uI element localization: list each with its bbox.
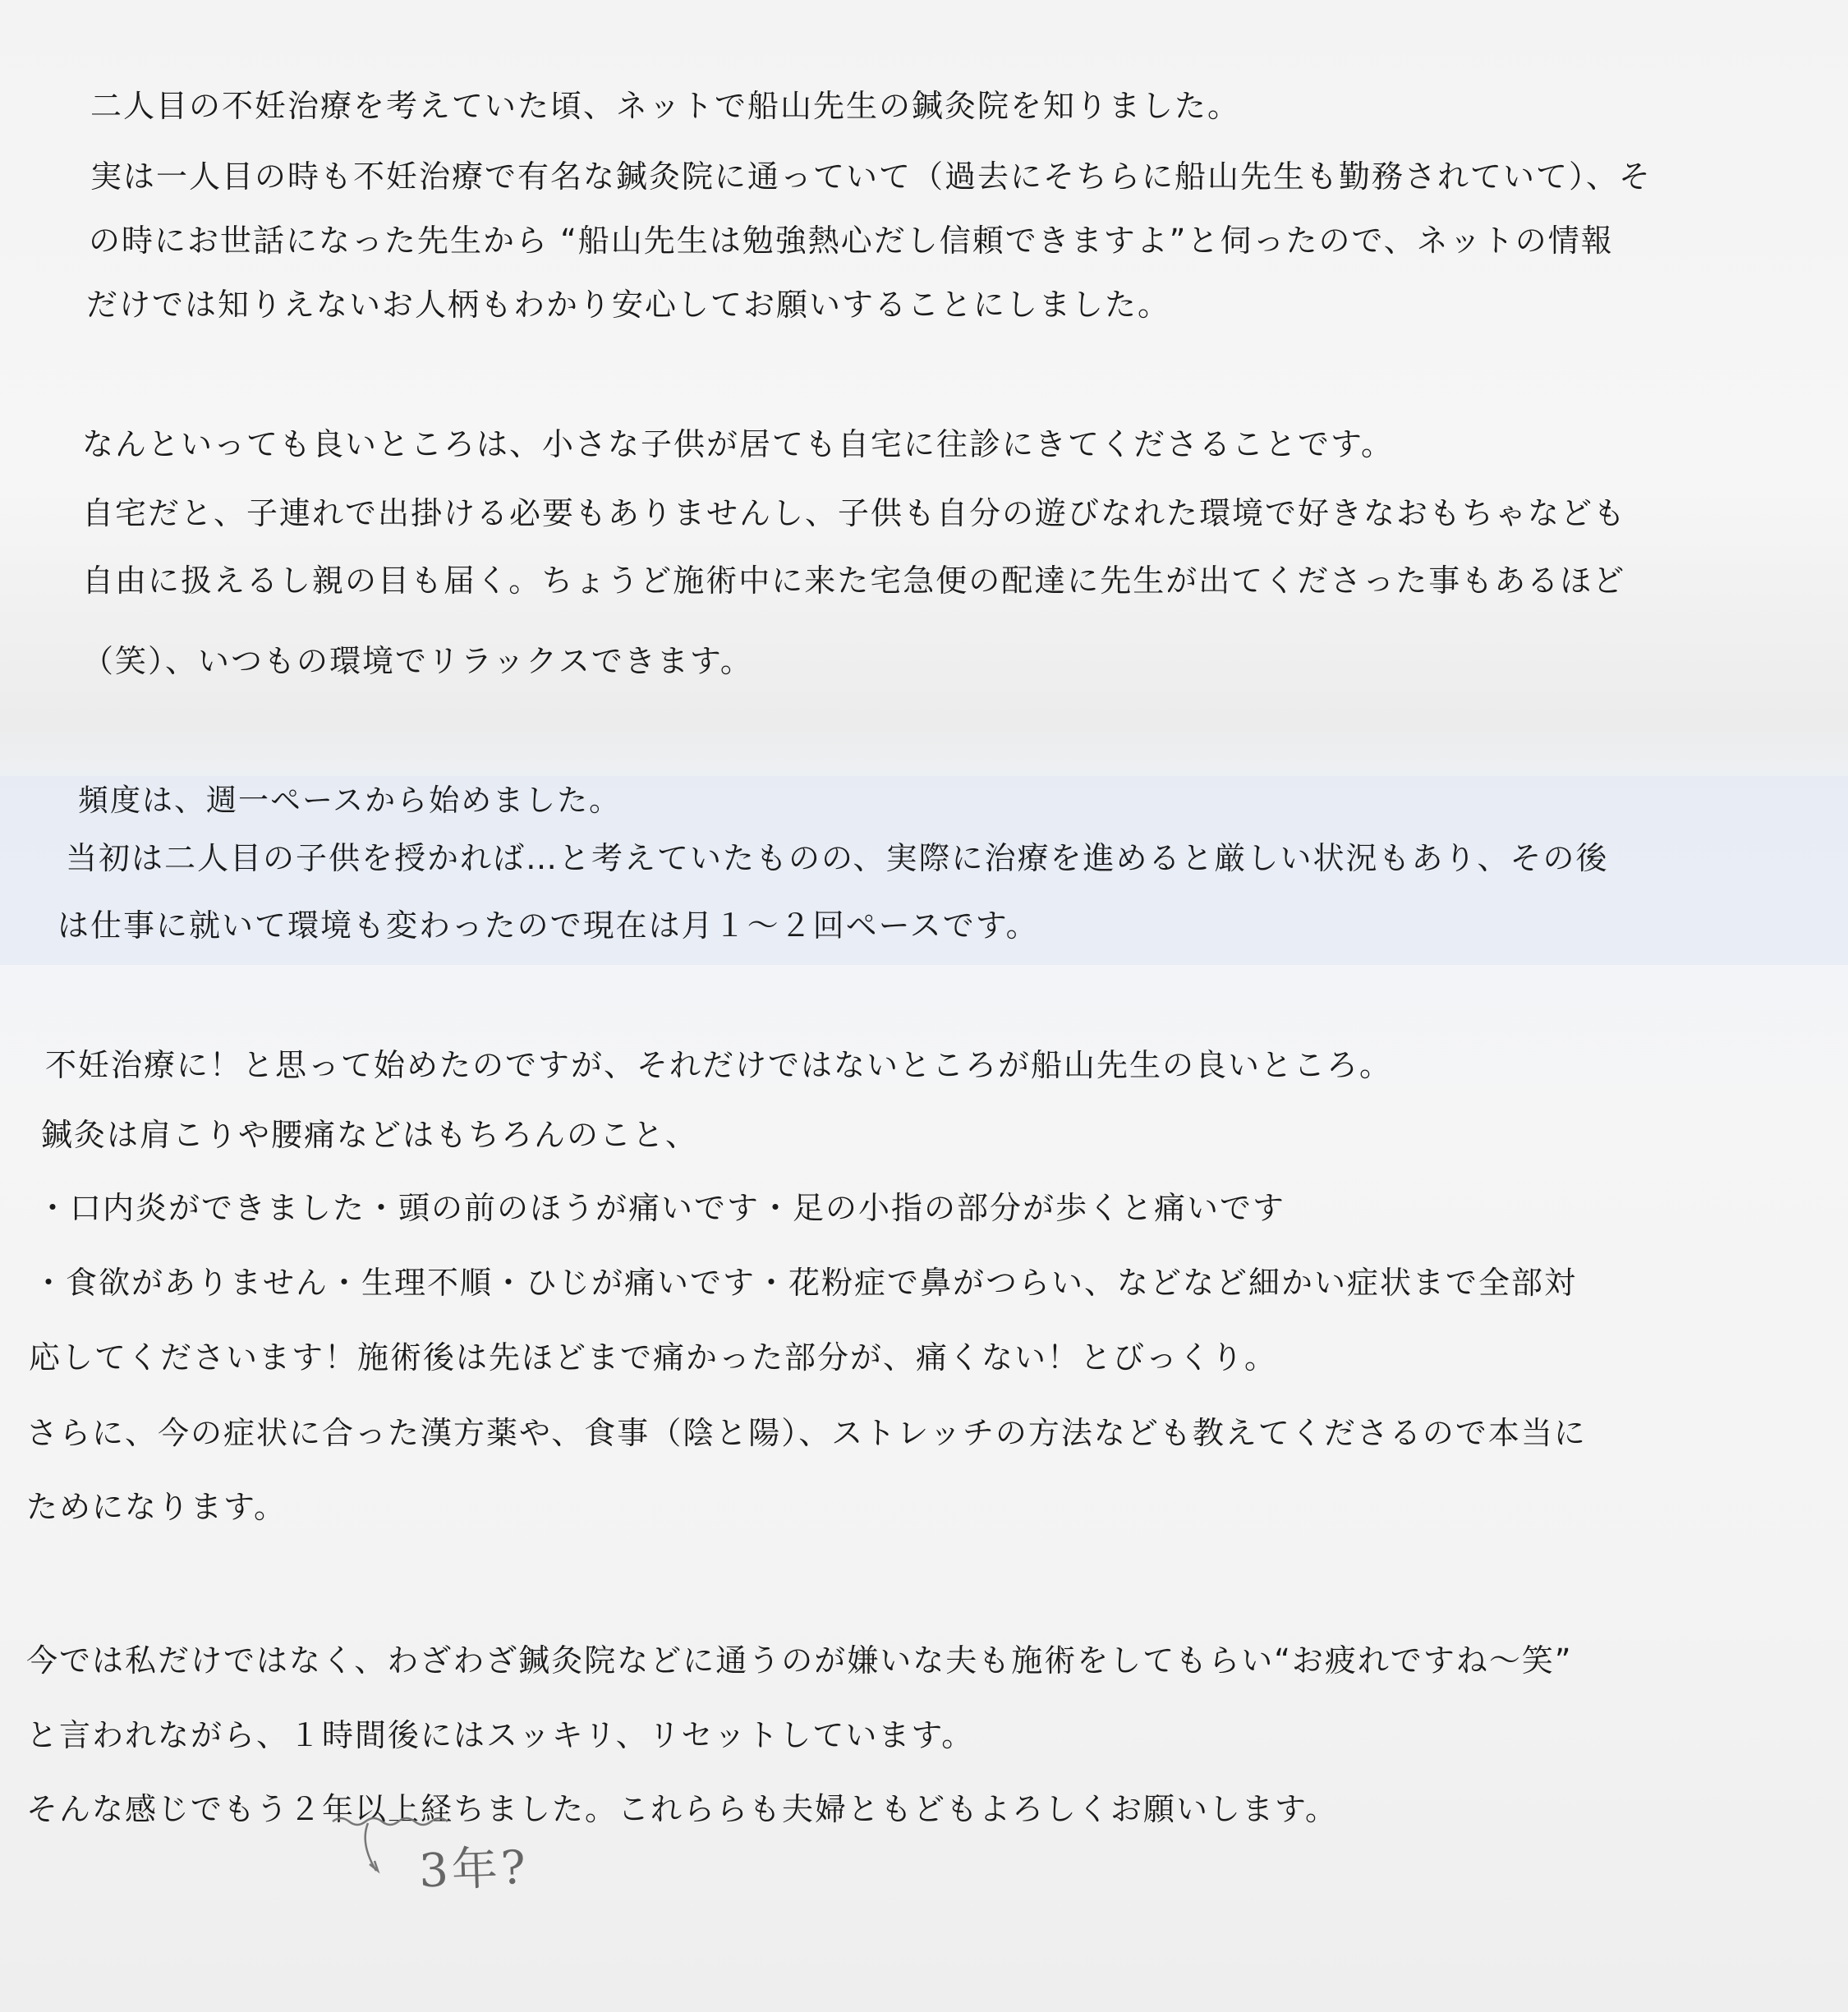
text-line: 自宅だと、子連れで出掛ける必要もありませんし、子供も自分の遊びなれた環境で好きなおもちゃなども [82,495,1627,531]
text-line: 不妊治療に！と思って始めたのですが、それだけではないところが船山先生の良いところ。 [45,1047,1393,1083]
text-line: 当初は二人目の子供を授かれば…と考えていたものの、実際に治療を進めると厳しい状況もあり、その後 [66,840,1609,876]
text-line: 二人目の不妊治療を考えていた頃、ネットで船山先生の鍼灸院を知りました。 [90,88,1241,124]
text-line: 今では私だけではなく、わざわざ鍼灸院などに通うのが嫌いな夫も施術をしてもらい“お疲れですね～笑” [26,1642,1573,1679]
text-line: 頻度は、週一ペースから始めました。 [78,783,622,818]
text-line: なんといっても良いところは、小さな子供が居ても自宅に往診にきてくださることです。 [82,426,1394,462]
text-line: そんな感じでもう２年以上経ちました。これららも夫婦ともどもよろしくお願いします。 [26,1791,1338,1827]
text-line: 応してくださいます！施術後は先ほどまで痛かった部分が、痛くない！とびっくり。 [29,1339,1278,1376]
text-line: は仕事に就いて環境も変わったので現在は月１～２回ペースです。 [57,907,1039,944]
text-line: ・食欲がありません・生理不順・ひじが痛いです・花粉症で鼻がつらい、などなど細かい症状まで全部対 [33,1265,1578,1301]
text-line: ・口内炎ができました・頭の前のほうが痛いです・足の小指の部分が歩くと痛いです [37,1190,1286,1226]
text-line: の時にお世話になった先生から “船山先生は勉強熱心だし信頼できますよ”と伺ったので、ネットの情報 [89,223,1614,259]
handwritten-note: 3年? [418,1840,530,1899]
text-line: （笑）、いつもの環境でリラックスできます。 [82,643,753,679]
text-line: だけでは知りえないお人柄もわかり安心してお願いすることにしました。 [86,287,1171,323]
text-line: 自由に扱えるし親の目も届く。ちょうど施術中に来た宅急便の配達に先生が出てくださった事もあるほど [82,563,1626,599]
text-line: 実は一人目の時も不妊治療で有名な鍼灸院に通っていて（過去にそちらに船山先生も勤務されていて）、そ [90,158,1653,195]
text-line: ためになります。 [26,1489,287,1525]
text-line: と言われながら、１時間後にはスッキリ、リセットしています。 [26,1717,975,1753]
text-line: さらに、今の症状に合った漢方薬や、食事（陰と陽）、ストレッチの方法なども教えてくださるので本当に [26,1415,1587,1451]
handwritten-annotation [329,1815,600,1905]
text-line: 鍼灸は肩こりや腰痛などはもちろんのこと、 [41,1117,699,1153]
